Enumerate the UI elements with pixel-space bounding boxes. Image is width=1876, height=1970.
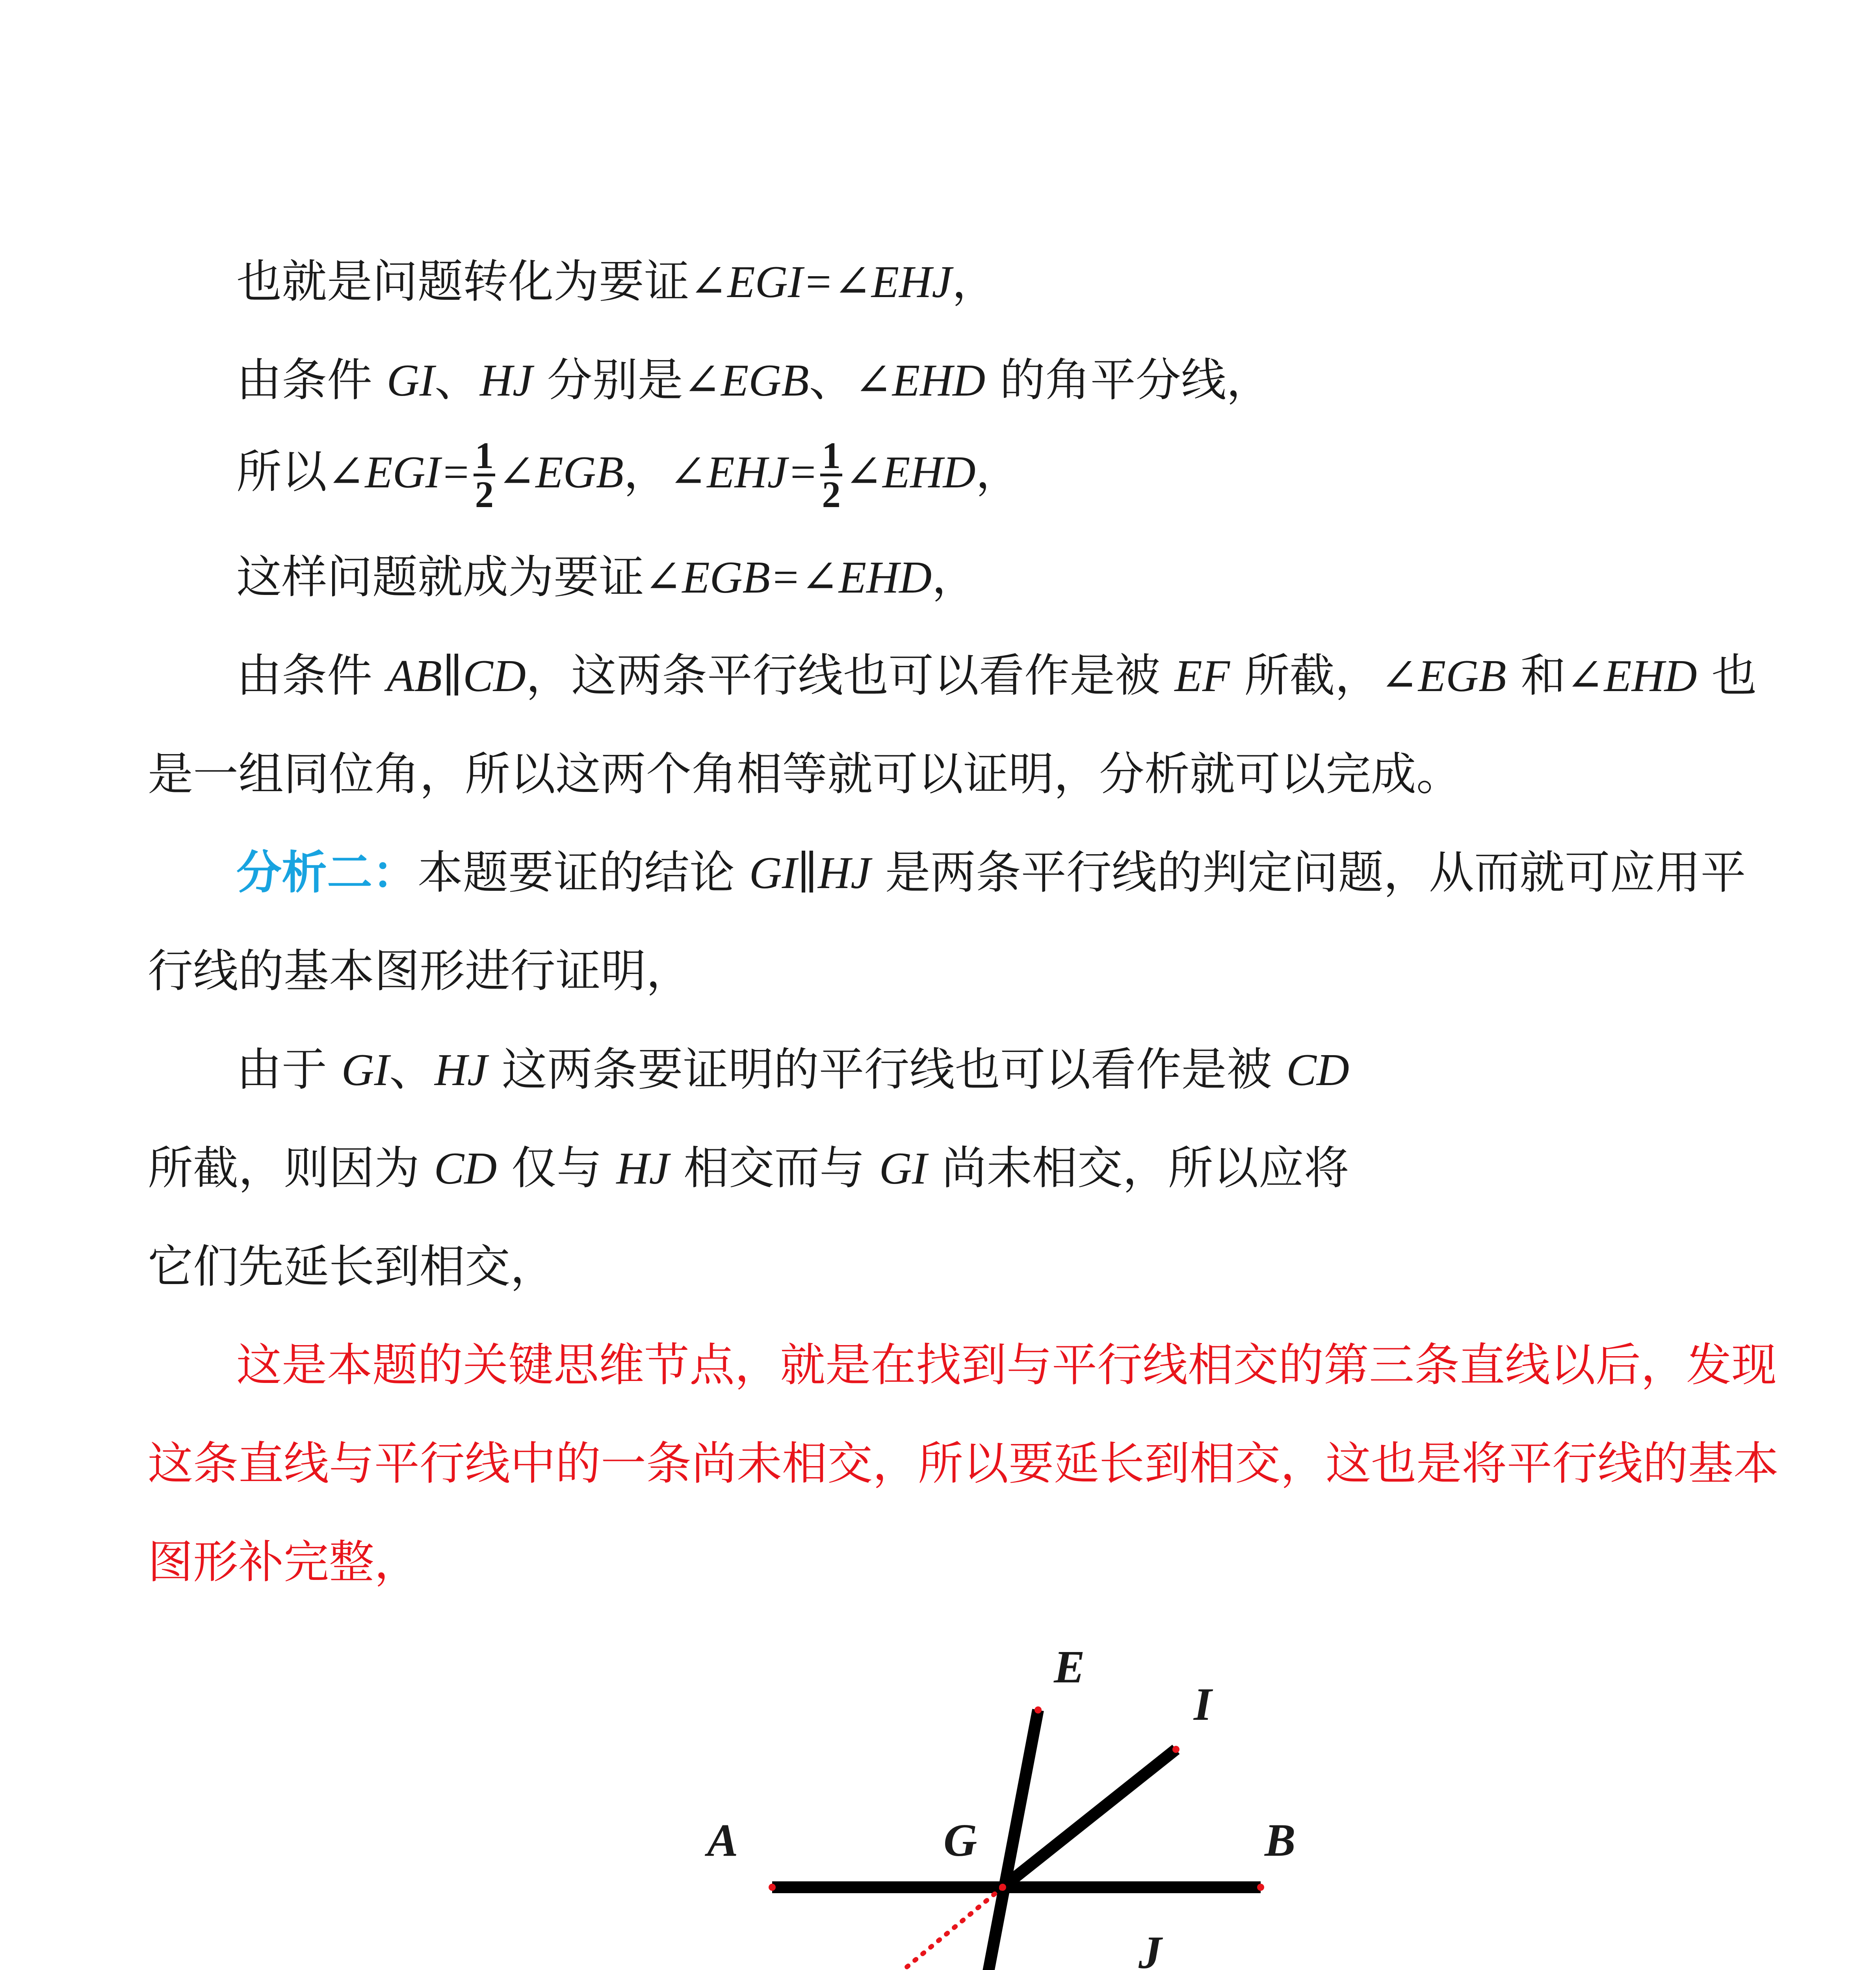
text-line-11: 它们先延长到相交， — [148, 1240, 556, 1293]
label-b: B — [1265, 1814, 1296, 1866]
fraction-half-1: $\frac{1}{2}$ — [474, 437, 496, 513]
key-point-line-3: 图形补完整， — [148, 1536, 420, 1589]
point-markers — [706, 1706, 1264, 1970]
text-line-7: 分析二：本题要证的结论 GI∥HJ 是两条平行线的判定问题，从而就可应用平 — [236, 846, 1746, 899]
point-g — [999, 1884, 1006, 1891]
key-point-line-2: 这条直线与平行线中的一条尚未相交，所以要延长到相交，这也是将平行线的基本 — [148, 1437, 1779, 1490]
text-line-10: 所截，则因为 CD 仅与 HJ 相交而与 GI 尚未相交，所以应将 — [148, 1142, 1349, 1195]
dotted-line-gk — [709, 1887, 1003, 1970]
parallel-lines-figure — [591, 1615, 1347, 1970]
text-line-2: 由条件 GI、HJ 分别是∠EGB、∠EHD 的角平分线， — [236, 354, 1272, 407]
text-line-3: 所以∠EGI= $\frac{1}{2}$ ∠EGB，∠EHJ= $\frac{1}{2}$ ∠EHD， — [236, 435, 1021, 515]
point-i — [1172, 1746, 1179, 1753]
text-line-4: 这样问题就成为要证∠EGB=∠EHD， — [236, 551, 977, 604]
text-line-5: 由条件 AB∥CD，这两条平行线也可以看作是被 EF 所截，∠EGB 和∠EHD 也 — [236, 649, 1757, 702]
fraction-half-2: $\frac{1}{2}$ — [820, 437, 842, 513]
point-b — [1257, 1884, 1264, 1891]
text-line-9: 由于 GI、HJ 这两条要证明的平行线也可以看作是被 CD — [236, 1043, 1349, 1096]
point-e — [1035, 1706, 1042, 1714]
analysis-two-label: 分析二： — [236, 846, 418, 899]
label-j: J — [1139, 1927, 1162, 1970]
label-a: A — [707, 1814, 738, 1866]
line-ef — [926, 1710, 1038, 1970]
label-i: I — [1194, 1678, 1212, 1730]
point-a — [769, 1884, 776, 1891]
key-point-line-1: 这是本题的关键思维节点，就是在找到与平行线相交的第三条直线以后，发现 — [236, 1339, 1777, 1392]
text-line-8: 行线的基本图形进行证明， — [148, 945, 692, 998]
label-g: G — [944, 1814, 977, 1866]
text-line-1: 也就是问题转化为要证∠EGI=∠EHJ， — [236, 255, 997, 308]
text-line-6: 是一组同位角，所以这两个角相等就可以证明，分析就可以完成。 — [148, 748, 1462, 801]
label-e: E — [1054, 1641, 1085, 1693]
